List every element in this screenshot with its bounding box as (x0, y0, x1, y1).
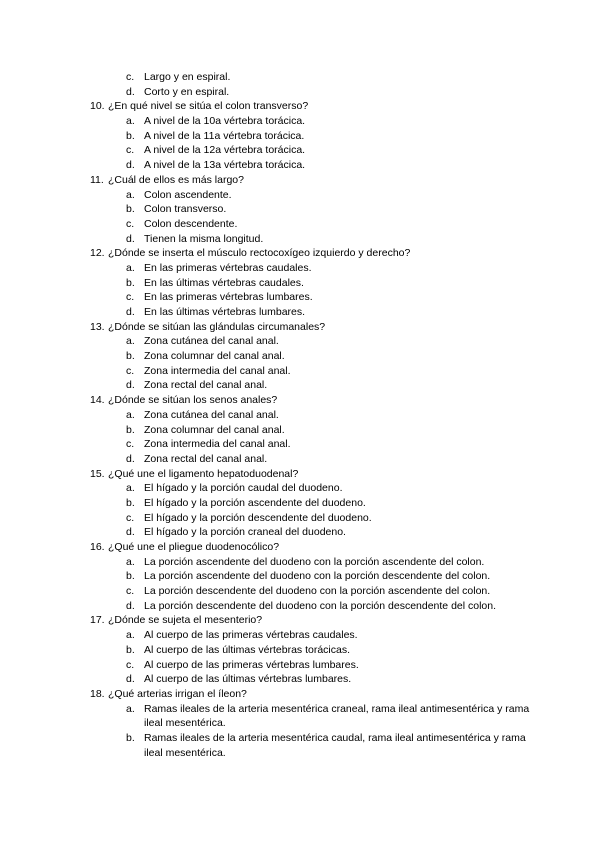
option-letter: a. (126, 629, 135, 642)
option-letter: d. (126, 526, 135, 539)
option-text: A nivel de la 12a vértebra torácica. (144, 144, 306, 157)
option-letter: d. (126, 306, 135, 318)
option-letter: b. (126, 570, 135, 583)
option-letter: d. (126, 232, 135, 245)
option-letter: d. (126, 673, 135, 686)
option-letter: a. (126, 261, 135, 274)
option-item (0, 364, 600, 379)
option-text: Zona columnar del canal anal. (144, 423, 285, 436)
question-text: ¿Cuál de ellos es más largo? (108, 173, 244, 186)
option-letter: a. (126, 115, 135, 128)
option-letter: b. (126, 350, 135, 363)
option-text: Zona cutánea del canal anal. (144, 408, 279, 421)
option-item (0, 658, 600, 673)
question-text: ¿Qué arterias irrigan el íleon? (108, 687, 247, 700)
question-number: 10. (90, 100, 105, 113)
option-letter: d. (126, 452, 135, 465)
option-item (0, 731, 600, 760)
option-letter: b. (126, 643, 135, 656)
option-item (0, 378, 600, 393)
question-text: ¿Dónde se inserta el músculo rectocoxígeo izquierdo y derecho? (108, 247, 411, 260)
question-17 (0, 613, 600, 628)
option-text: Al cuerpo de las últimas vértebras torácicas. (144, 643, 351, 656)
option-item (0, 290, 600, 305)
option-letter: b. (126, 423, 135, 436)
option-letter: c. (126, 658, 135, 671)
question-text: ¿Qué une el ligamento hepatoduodenal? (108, 467, 299, 480)
option-item (0, 643, 600, 658)
option-item (0, 188, 600, 203)
option-item (0, 261, 600, 276)
question-text: ¿Qué une el pliegue duodenocólico? (108, 541, 280, 553)
question-text: ¿Dónde se sitúan los senos anales? (108, 394, 278, 407)
option-letter: b. (126, 276, 135, 289)
document-page (0, 70, 600, 760)
option-item (0, 334, 600, 349)
option-text: Zona intermedia del canal anal. (144, 438, 291, 451)
question-18 (0, 687, 600, 702)
option-letter: c. (126, 364, 135, 377)
question-number: 11. (90, 173, 104, 186)
option-item (0, 423, 600, 438)
option-text: Zona rectal del canal anal. (144, 452, 268, 465)
option-text: La porción ascendente del duodeno con la porción descendente del colon. (144, 570, 491, 583)
option-letter: a. (126, 702, 135, 715)
option-text: La porción descendente del duodeno con la porción ascendente del colon. (144, 585, 491, 598)
option-letter: d. (126, 159, 135, 172)
option-item (0, 452, 600, 467)
question-number: 17. (90, 614, 105, 627)
option-item (0, 496, 600, 511)
option-text: Colon descendente. (144, 217, 238, 230)
option-item (0, 628, 600, 643)
option-item (0, 555, 600, 570)
option-letter: d. (126, 85, 135, 98)
question-number: 18. (90, 687, 105, 700)
option-text: Colon transverso. (144, 203, 227, 216)
option-letter: c. (126, 511, 135, 524)
option-item (0, 158, 600, 173)
option-text: Ramas ileales de la arteria mesentérica caudal, rama ileal antimesentérica y rama ileal mesentérica. (144, 731, 526, 759)
option-text: En las últimas vértebras caudales. (144, 276, 304, 289)
question-number: 13. (90, 320, 105, 333)
question-text: ¿Dónde se sujeta el mesenterio? (108, 614, 263, 627)
question-11 (0, 173, 600, 188)
option-letter: a. (126, 482, 135, 495)
option-item (0, 232, 600, 247)
option-text: El hígado y la porción descendente del duodeno. (144, 511, 372, 524)
option-letter: d. (126, 599, 135, 612)
option-item (0, 584, 600, 599)
option-letter: a. (126, 188, 135, 201)
option-text: Al cuerpo de las primeras vértebras caudales. (144, 629, 358, 642)
option-item (0, 305, 600, 320)
option-item (0, 599, 600, 614)
option-text: Ramas ileales de la arteria mesentérica craneal, rama ileal antimesentérica y rama ileal mesentérica. (144, 702, 530, 730)
option-letter: c. (126, 217, 135, 230)
option-item (0, 702, 600, 731)
option-item (0, 276, 600, 291)
option-item (0, 114, 600, 129)
option-text: Zona intermedia del canal anal. (144, 364, 291, 377)
option-letter: a. (126, 408, 135, 421)
question-text: ¿Dónde se sitúan las glándulas circumanales? (108, 320, 326, 333)
option-letter: c. (126, 144, 135, 157)
option-text: La porción ascendente del duodeno con la porción ascendente del colon. (144, 555, 485, 568)
option-text: A nivel de la 13a vértebra torácica. (144, 159, 306, 172)
option-text: A nivel de la 10a vértebra torácica. (144, 115, 306, 128)
option-letter: c. (126, 585, 135, 598)
option-text: En las primeras vértebras caudales. (144, 261, 312, 274)
question-10 (0, 99, 600, 114)
question-text: ¿En qué nivel se sitúa el colon transverso? (108, 100, 309, 113)
option-text: Al cuerpo de las primeras vértebras lumbares. (144, 658, 359, 671)
option-text: Zona cutánea del canal anal. (144, 335, 279, 348)
option-item (0, 525, 600, 540)
question-16 (0, 540, 600, 555)
option-item (0, 217, 600, 232)
option-text: Largo y en espiral. (144, 71, 231, 83)
option-text: El hígado y la porción ascendente del duodeno. (144, 496, 366, 509)
question-15 (0, 467, 600, 482)
option-item (0, 511, 600, 526)
question-number: 15. (90, 467, 105, 480)
option-item (0, 129, 600, 144)
option-letter: b. (126, 129, 135, 142)
option-letter: b. (126, 496, 135, 509)
option-item (0, 349, 600, 364)
option-text: El hígado y la porción caudal del duodeno. (144, 482, 343, 495)
option-item (0, 569, 600, 584)
option-item (0, 408, 600, 423)
question-number: 16. (90, 541, 105, 553)
option-item (0, 202, 600, 217)
option-text: En las primeras vértebras lumbares. (144, 291, 313, 304)
option-text: A nivel de la 11a vértebra torácica. (144, 129, 305, 142)
option-text: Zona columnar del canal anal. (144, 350, 285, 363)
option-text: La porción descendente del duodeno con la porción descendente del colon. (144, 599, 497, 612)
option-text: El hígado y la porción craneal del duodeno. (144, 526, 346, 539)
option-letter: b. (126, 203, 135, 216)
option-item (0, 672, 600, 687)
option-letter: b. (126, 731, 135, 744)
option-item (0, 481, 600, 496)
option-item (0, 143, 600, 158)
option-text: Corto y en espiral. (144, 85, 230, 98)
option-letter: c. (126, 71, 135, 83)
option-letter: a. (126, 555, 135, 568)
question-number: 14. (90, 394, 105, 407)
option-text: En las últimas vértebras lumbares. (144, 306, 306, 318)
question-13 (0, 320, 600, 335)
option-item (0, 437, 600, 452)
option-letter: c. (126, 438, 135, 451)
question-14 (0, 393, 600, 408)
option-item (0, 85, 600, 100)
option-text: Zona rectal del canal anal. (144, 379, 268, 392)
option-letter: a. (126, 335, 135, 348)
option-item (0, 70, 600, 85)
option-text: Tienen la misma longitud. (144, 232, 264, 245)
option-letter: c. (126, 291, 135, 304)
question-12 (0, 246, 600, 261)
option-letter: d. (126, 379, 135, 392)
question-number: 12. (90, 247, 105, 260)
option-text: Al cuerpo de las últimas vértebras lumbares. (144, 673, 352, 686)
option-text: Colon ascendente. (144, 188, 232, 201)
